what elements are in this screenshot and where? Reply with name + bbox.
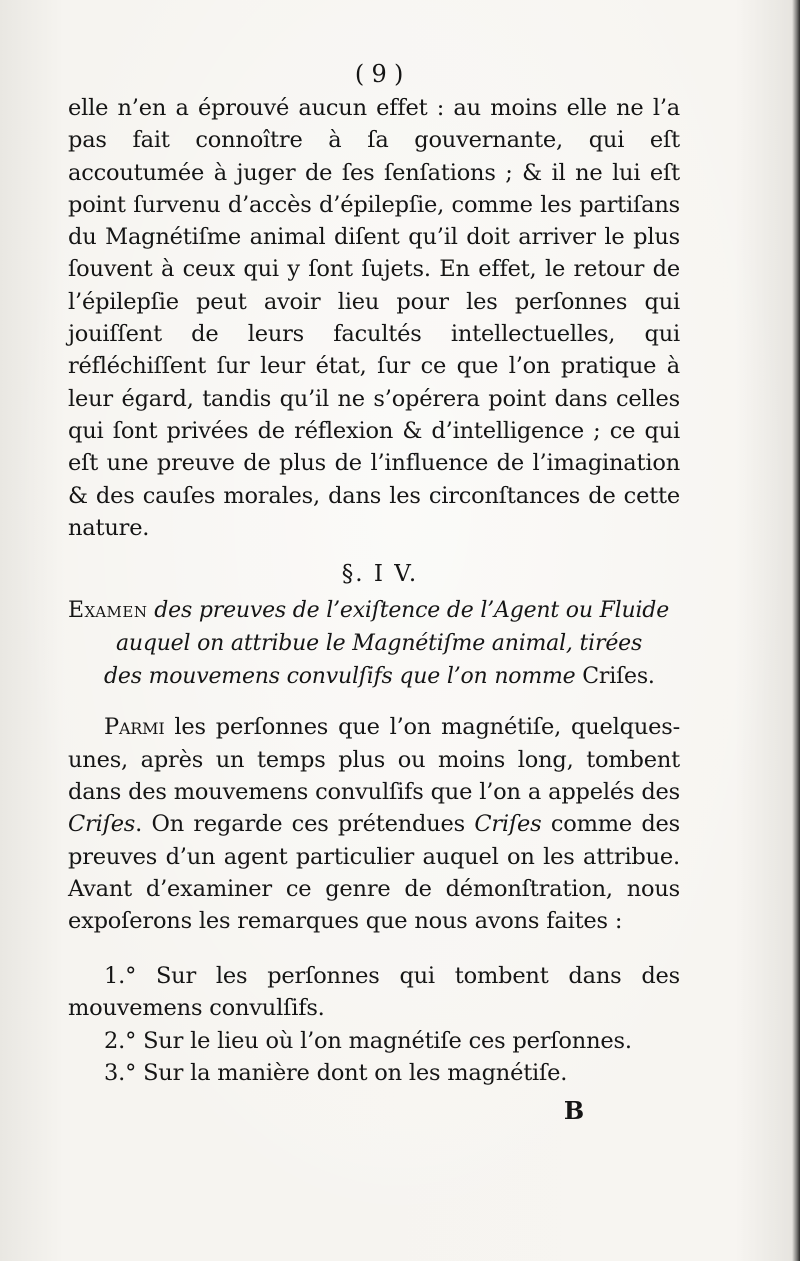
section-mark: §. I V. bbox=[341, 561, 419, 588]
heading-line-1 bbox=[68, 594, 680, 627]
section-heading bbox=[68, 594, 680, 693]
body-paragraph bbox=[68, 711, 680, 937]
heading-line-1-rest: des preuves de l’exiſtence de l’Agent ou Fluide bbox=[147, 598, 670, 624]
heading-line-3-text: des mouvemens convulſifs que l’on nomme bbox=[104, 664, 583, 690]
body-text-b: . On regarde ces prétendues bbox=[135, 811, 475, 838]
remarks-list bbox=[68, 960, 680, 1089]
heading-line-2: auquel on attribue le Magnétiſme animal, tirées bbox=[115, 631, 643, 657]
body-crises-2: Criſes bbox=[474, 811, 542, 838]
body-lead-word: Parmi bbox=[104, 714, 165, 741]
page-edge-shadow bbox=[792, 0, 800, 1261]
heading-line-3 bbox=[68, 660, 680, 693]
heading-lead-word: Examen bbox=[68, 598, 148, 624]
list-item: 3.° Sur la manière dont on les magnétiſe. bbox=[104, 1059, 568, 1086]
body-text-a: les perſonnes que l’on magnétiſe, quelques-unes, après un temps plus ou moins long, tombent dans des mouvemens convulſifs que l’on a appelés des bbox=[68, 714, 680, 806]
opening-paragraph: elle n’en a éprouvé aucun effet : au moins elle ne l’a pas fait connoître à ſa gouvernante, qui eſt accoutumée à juger de ſes ſenſations ; & il ne lui eſt point ſurvenu d’accès d’épilepſie, comme les partiſans du Magnétiſme animal diſent qu’il doit arriver le plus ſouvent à ceux qui y ſont ſujets. En effet, le retour de l’épilepſie peut avoir lieu pour les perſonnes qui jouiſſent de leurs facultés intellectuelles, qui réfléchiſſent ſur leur état, ſur ce que l’on pratique à leur égard, tandis qu’il ne s’opérera point dans celles qui ſont privées de réflexion & d’intelligence ; ce qui eſt une preuve de plus de l’influence de l’imagination & des cauſes morales, dans les circonſtances de cette nature. bbox=[68, 95, 680, 541]
text-block bbox=[68, 58, 680, 1128]
list-item: 2.° Sur le lieu où l’on magnétiſe ces perſonnes. bbox=[104, 1027, 632, 1054]
signature-mark: B bbox=[563, 1096, 584, 1126]
body-crises-1: Criſes bbox=[68, 811, 136, 838]
body-text-c: comme des preuves d’un agent particulier auquel on les attribue. Avant d’examiner ce genre de démonſtration, nous expoſerons les remarques que nous avons faites : bbox=[68, 811, 680, 935]
heading-line-3-end: Criſes. bbox=[582, 664, 655, 690]
list-item: 1.° Sur les perſonnes qui tombent dans des mouvemens convulſifs. bbox=[68, 963, 680, 1022]
page-number: ( 9 ) bbox=[354, 60, 404, 88]
